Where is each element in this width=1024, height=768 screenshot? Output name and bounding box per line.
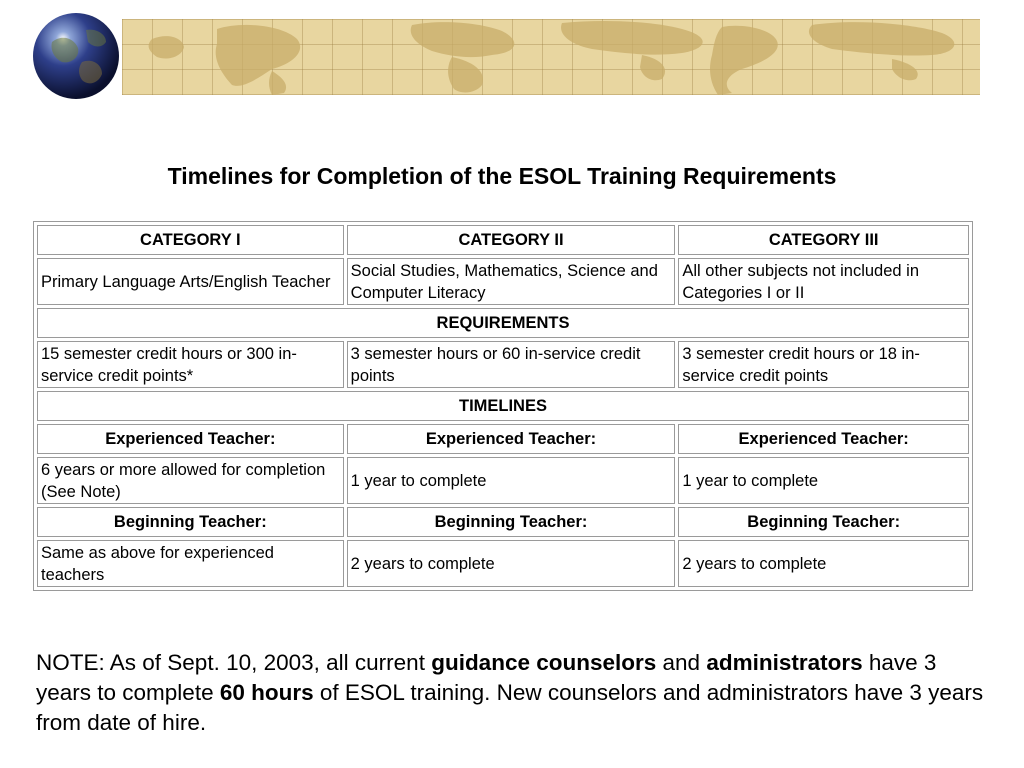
beginning-teacher-label: Beginning Teacher: (347, 507, 676, 537)
beginning-timeline-cell: Same as above for experienced teachers (37, 540, 344, 587)
beginning-teacher-label: Beginning Teacher: (37, 507, 344, 537)
beginning-timeline-cell: 2 years to complete (347, 540, 676, 587)
category-header: CATEGORY III (678, 225, 969, 255)
category-description: Primary Language Arts/English Teacher (37, 258, 344, 305)
beginning-row (37, 540, 969, 587)
experienced-teacher-label: Experienced Teacher: (347, 424, 676, 454)
experienced-row (37, 457, 969, 504)
experienced-label-row (37, 424, 969, 454)
note-bold-text: administrators (706, 650, 863, 675)
requirement-cell: 3 semester hours or 60 in-service credit points (347, 341, 676, 388)
category-description: Social Studies, Mathematics, Science and Computer Literacy (347, 258, 676, 305)
note-text: have 3 years to complete (36, 650, 937, 705)
globe-logo (32, 12, 120, 100)
requirements-header: REQUIREMENTS (37, 308, 969, 338)
category-header: CATEGORY I (37, 225, 344, 255)
category-header-row (37, 225, 969, 255)
note-paragraph (36, 648, 996, 738)
category-header: CATEGORY II (347, 225, 676, 255)
requirements-header-row (37, 308, 969, 338)
requirement-cell: 15 semester credit hours or 300 in-service credit points* (37, 341, 344, 388)
category-description: All other subjects not included in Categories I or II (678, 258, 969, 305)
experienced-timeline-cell: 1 year to complete (347, 457, 676, 504)
world-map-banner (122, 19, 980, 95)
requirements-table (33, 221, 973, 591)
experienced-timeline-cell: 1 year to complete (678, 457, 969, 504)
requirement-cell: 3 semester credit hours or 18 in-service credit points (678, 341, 969, 388)
map-land-shapes (122, 19, 980, 95)
beginning-teacher-label: Beginning Teacher: (678, 507, 969, 537)
timelines-header-row (37, 391, 969, 421)
experienced-teacher-label: Experienced Teacher: (37, 424, 344, 454)
description-row (37, 258, 969, 305)
beginning-label-row (37, 507, 969, 537)
experienced-teacher-label: Experienced Teacher: (678, 424, 969, 454)
note-text: and (656, 650, 707, 675)
note-bold-text: 60 hours (219, 680, 314, 705)
note-bold-text: guidance counselors (431, 650, 657, 675)
page-title: Timelines for Completion of the ESOL Training Requirements (167, 163, 837, 189)
experienced-timeline-cell: 6 years or more allowed for completion (See Note) (37, 457, 344, 504)
requirements-row (37, 341, 969, 388)
beginning-timeline-cell: 2 years to complete (678, 540, 969, 587)
note-text: NOTE: As of Sept. 10, 2003, all current (36, 650, 432, 675)
timelines-header: TIMELINES (37, 391, 969, 421)
note-text: of ESOL training. New counselors and administrators have 3 years from date of hire. (36, 680, 984, 735)
